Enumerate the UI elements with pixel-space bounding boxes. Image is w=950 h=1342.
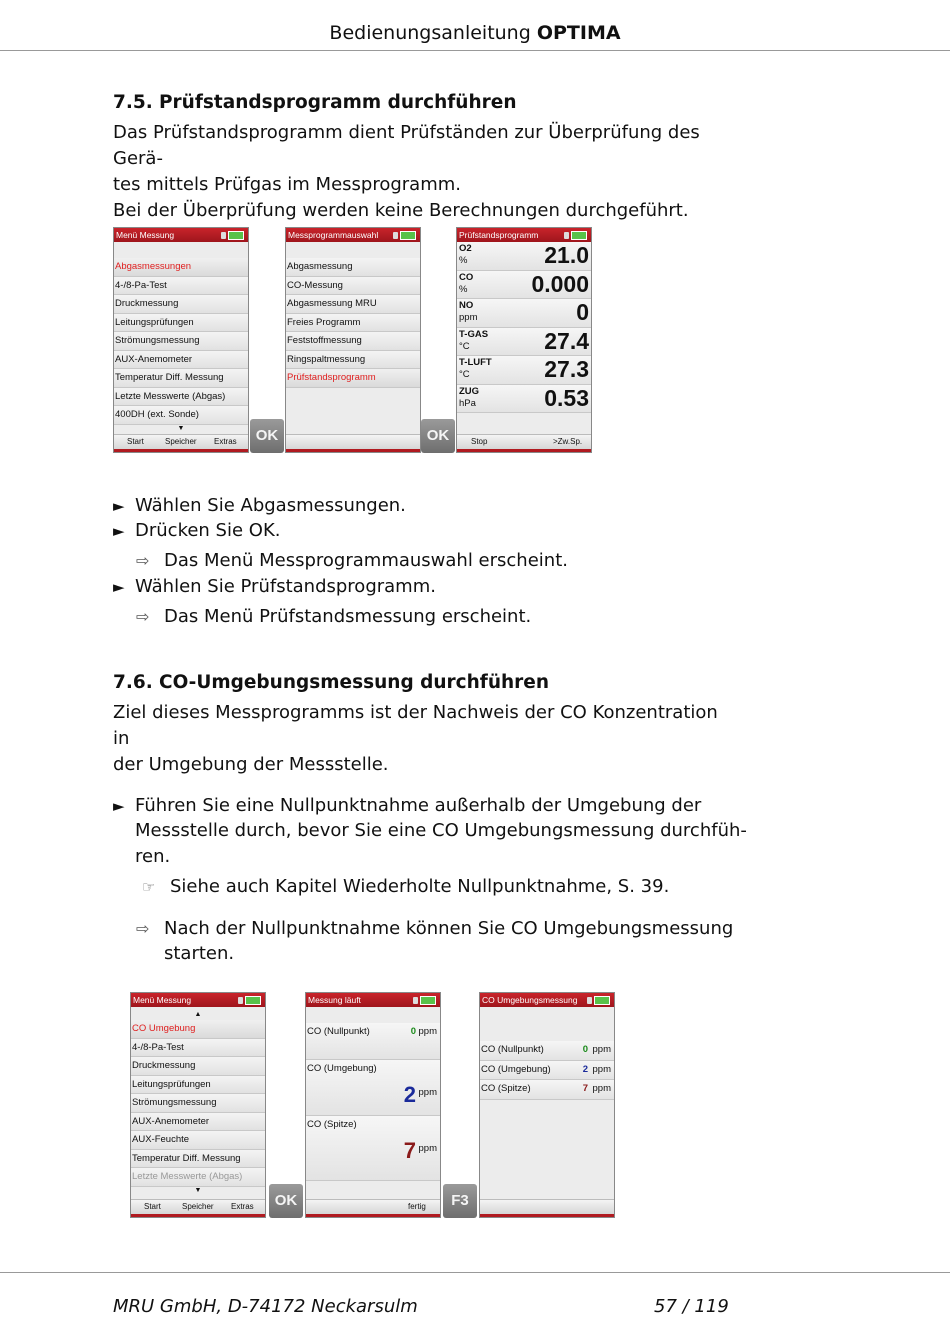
- scroll-down-icon: ▼: [194, 1186, 202, 1194]
- softkey-bar: [131, 1199, 265, 1214]
- screen-title-bar: Messung läuft: [306, 993, 440, 1007]
- screen-messprogrammauswahl: [285, 227, 421, 453]
- footer-company: MRU GmbH, D-74172 Neckarsulm: [113, 1296, 418, 1317]
- battery-icon: [228, 231, 244, 240]
- menu-item[interactable]: 4-/8-Pa-Test: [131, 1039, 265, 1058]
- screen-pruefstandsprogramm: [456, 227, 592, 453]
- softkey-bar: [480, 1199, 614, 1214]
- footer-rule: [0, 1272, 950, 1273]
- section-7-6-paragraph: Ziel dieses Messprogramms ist der Nachweis der CO Konzentration in der Umgebung der Messstelle.: [113, 702, 718, 775]
- section-heading-7-6: 7.6. CO-Umgebungsmessung durchführen: [113, 672, 550, 693]
- menu-item[interactable]: AUX-Anemometer: [131, 1113, 265, 1132]
- value-row-o2: O2 % 21.0: [457, 242, 591, 271]
- softkey-extras[interactable]: Extras: [231, 1202, 254, 1211]
- menu-item[interactable]: Druckmessung: [131, 1057, 265, 1076]
- value-row-zug: ZUG hPa 0.53: [457, 385, 591, 414]
- header-title: Bedienungsanleitung: [329, 22, 531, 44]
- menu-item[interactable]: Letzte Messwerte (Abgas): [114, 388, 248, 407]
- menu-item[interactable]: Temperatur Diff. Messung: [131, 1150, 265, 1169]
- screen-menu-messung: [113, 227, 249, 453]
- section-7-5-paragraph: Das Prüfstandsprogramm dient Prüfständen zur Überprüfung des Gerä- tes mittels Prüfgas im Messprogramm. Bei der Überprüfung werden keine Berechnungen durchgeführt.: [113, 122, 700, 221]
- page-header: [0, 22, 950, 44]
- f3-button[interactable]: F3: [443, 1184, 477, 1218]
- cross-reference-note: ☞ Siehe auch Kapitel Wiederholte Nullpunktnahme, S. 39.: [142, 874, 669, 900]
- value-row-nullpunkt: CO (Nullpunkt) 0 ppm: [306, 1023, 440, 1060]
- value-row-no: NO ppm 0: [457, 299, 591, 328]
- triangle-right-icon: ►: [113, 497, 125, 515]
- value-row-t-luft: T-LUFT °C 27.3: [457, 356, 591, 385]
- screen-bottom-line: [457, 449, 591, 452]
- screen-bottom-line: [131, 1214, 265, 1217]
- instruction-step: ► Führen Sie eine Nullpunktnahme außerhalb der Umgebung der: [113, 793, 701, 819]
- battery-icon: [420, 996, 436, 1005]
- menu-item[interactable]: 400DH (ext. Sonde): [114, 406, 248, 425]
- instruction-result: ⇨ Das Menü Prüfstandsmessung erscheint.: [136, 604, 531, 630]
- softkey-zwsp[interactable]: >Zw.Sp.: [553, 437, 583, 446]
- triangle-right-icon: ►: [113, 797, 125, 815]
- value-row-co: CO % 0.000: [457, 271, 591, 300]
- menu-item[interactable]: AUX-Feuchte: [131, 1131, 265, 1150]
- value-row-t-gas: T-GAS °C 27.4: [457, 328, 591, 357]
- menu-item[interactable]: Ringspaltmessung: [286, 351, 420, 370]
- section-heading-7-5: 7.5. Prüfstandsprogramm durchführen: [113, 92, 517, 113]
- battery-icon: [245, 996, 261, 1005]
- softkey-stop[interactable]: Stop: [471, 437, 488, 446]
- softkey-bar: [286, 434, 420, 449]
- triangle-right-icon: ►: [113, 522, 125, 540]
- battery-icon: [571, 231, 587, 240]
- triangle-right-icon: ►: [113, 578, 125, 596]
- softkey-start[interactable]: Start: [127, 437, 144, 446]
- screen-co-umgebungsmessung: [479, 992, 615, 1218]
- ok-button[interactable]: OK: [421, 419, 455, 453]
- screen-bottom-line: [480, 1214, 614, 1217]
- menu-item[interactable]: Strömungsmessung: [114, 332, 248, 351]
- instruction-result-continued: starten.: [164, 943, 235, 964]
- screen-menu-messung-co: [130, 992, 266, 1218]
- softkey-bar: [306, 1199, 440, 1214]
- screen-title-bar: Prüfstandsprogramm: [457, 228, 591, 242]
- outline-arrow-right-icon: ⇨: [136, 919, 150, 938]
- menu-item[interactable]: Leitungsprüfungen: [114, 314, 248, 333]
- menu-item[interactable]: Druckmessung: [114, 295, 248, 314]
- menu-item[interactable]: Abgasmessung MRU: [286, 295, 420, 314]
- softkey-bar: [457, 434, 591, 449]
- ok-button[interactable]: OK: [250, 419, 284, 453]
- screen-title-bar: Messprogrammauswahl: [286, 228, 420, 242]
- pointing-hand-icon: ☞: [142, 878, 156, 896]
- scroll-down-icon: ▼: [177, 424, 185, 432]
- battery-icon: [400, 231, 416, 240]
- menu-item[interactable]: Prüfstandsprogramm: [286, 369, 420, 388]
- screen-title-bar: CO Umgebungsmessung: [480, 993, 614, 1007]
- instruction-result: ⇨ Das Menü Messprogrammauswahl erscheint.: [136, 548, 568, 574]
- value-row-umgebung: CO (Umgebung) 2 ppm: [306, 1060, 440, 1116]
- softkey-extras[interactable]: Extras: [214, 437, 237, 446]
- value-row-umgebung: CO (Umgebung) 2 ppm: [480, 1061, 614, 1081]
- screen-title-bar: Menü Messung: [131, 993, 265, 1007]
- softkey-bar: [114, 434, 248, 449]
- ok-button[interactable]: OK: [269, 1184, 303, 1218]
- header-rule: [0, 50, 950, 51]
- instruction-result: ⇨ Nach der Nullpunktnahme können Sie CO Umgebungsmessung: [136, 916, 733, 942]
- screen-bottom-line: [286, 449, 420, 452]
- menu-item[interactable]: Abgasmessungen: [114, 258, 248, 277]
- menu-item[interactable]: Freies Programm: [286, 314, 420, 333]
- instruction-step: ► Wählen Sie Prüfstandsprogramm.: [113, 574, 436, 600]
- footer-page-number: 57 / 119: [654, 1296, 729, 1317]
- menu-item[interactable]: Abgasmessung: [286, 258, 420, 277]
- softkey-fertig[interactable]: fertig: [408, 1202, 426, 1211]
- outline-arrow-right-icon: ⇨: [136, 607, 150, 626]
- instruction-step-continued: ren.: [135, 846, 171, 867]
- screen-title-bar: Menü Messung: [114, 228, 248, 242]
- screen-messung-laeuft: [305, 992, 441, 1218]
- scroll-up-icon: ▲: [194, 1011, 202, 1018]
- menu-item[interactable]: 4-/8-Pa-Test: [114, 277, 248, 296]
- instruction-step-continued: Messstelle durch, bevor Sie eine CO Umgebungsmessung durchfüh-: [135, 820, 747, 841]
- battery-icon: [594, 996, 610, 1005]
- menu-item[interactable]: Letzte Messwerte (Abgas): [131, 1168, 265, 1187]
- screen-bottom-line: [114, 449, 248, 452]
- value-row-nullpunkt: CO (Nullpunkt) 0 ppm: [480, 1041, 614, 1061]
- instruction-step: ► Drücken Sie OK.: [113, 518, 280, 544]
- menu-item[interactable]: Leitungsprüfungen: [131, 1076, 265, 1095]
- softkey-speicher[interactable]: Speicher: [182, 1202, 214, 1211]
- menu-item[interactable]: CO Umgebung: [131, 1020, 265, 1039]
- screen-bottom-line: [306, 1214, 440, 1217]
- menu-item[interactable]: CO-Messung: [286, 277, 420, 296]
- softkey-start[interactable]: Start: [144, 1202, 161, 1211]
- header-product: OPTIMA: [536, 22, 621, 44]
- instruction-step: ► Wählen Sie Abgasmessungen.: [113, 493, 406, 519]
- menu-item[interactable]: Feststoffmessung: [286, 332, 420, 351]
- menu-item[interactable]: Temperatur Diff. Messung: [114, 369, 248, 388]
- value-row-spitze: CO (Spitze) 7 ppm: [306, 1116, 440, 1181]
- menu-item[interactable]: Strömungsmessung: [131, 1094, 265, 1113]
- menu-item[interactable]: AUX-Anemometer: [114, 351, 248, 370]
- softkey-speicher[interactable]: Speicher: [165, 437, 197, 446]
- outline-arrow-right-icon: ⇨: [136, 551, 150, 570]
- value-row-spitze: CO (Spitze) 7 ppm: [480, 1080, 614, 1100]
